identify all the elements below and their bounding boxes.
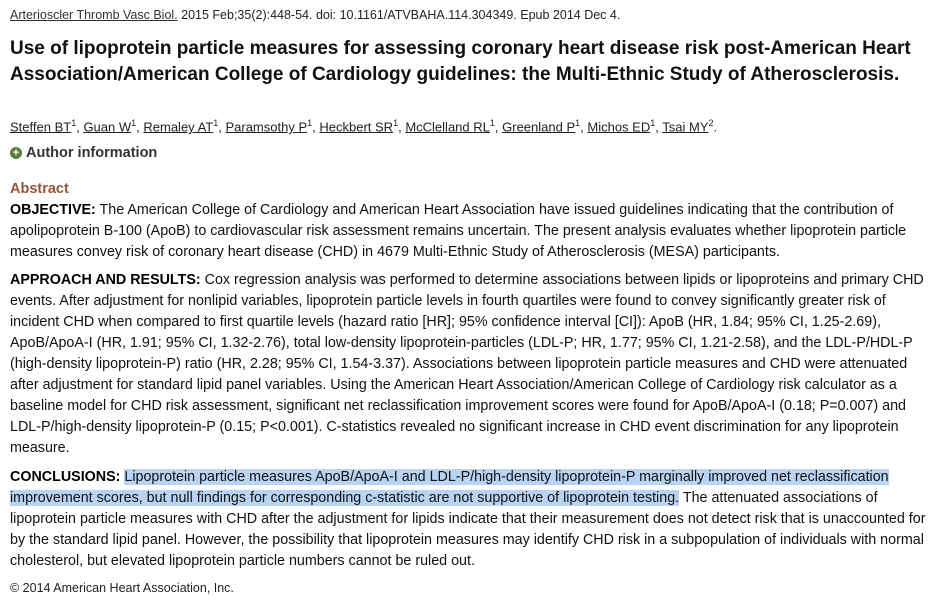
author-link[interactable]: Guan W	[83, 119, 132, 135]
conclusions-paragraph	[10, 467, 935, 572]
affiliation-marker: 1	[131, 118, 137, 128]
citation-details: 2015 Feb;35(2):448-54. doi: 10.1161/ATVBAHA.114.304349. Epub 2014 Dec 4.	[177, 8, 621, 22]
affiliation-marker: 1	[489, 118, 495, 128]
approach-results-text: Cox regression analysis was performed to determine associations between lipids or lipoproteins and primary CHD events. After adjustment for nonlipid variables, lipoprotein particle levels in fourth quartiles were found to convey significantly greater risk of incident CHD when compared to first quartile levels (hazard ratio [HR]; 95% confidence interval [CI]): ApoB (HR, 1.84; 95% CI, 1.25-2.69), ApoB/ApoA-I (HR, 1.91; 95% CI, 1.32-2.76), total low-density lipoprotein-particles (LDL-P; HR, 1.77; 95% CI, 1.21-2.58), and the LDL-P/HDL-P (high-density lipoprotein-P) ratio (HR, 2.28; 95% CI, 1.54-3.37). Associations between lipoprotein particle measures and CHD were attenuated after adjustment for standard lipid panel variables. Using the American Heart Association/American College of Cardiology risk calculator as a baseline model for CHD risk assessment, significant net reclassification improvement scores were found for ApoB/ApoA-I (0.18; P=0.007) and LDL-P/high-density lipoprotein-P (0.15; P<0.001). C-statistics revealed no significant increase in CHD event discrimination for any lipoprotein measure.	[10, 272, 924, 456]
affiliation-marker: 1	[650, 118, 656, 128]
author-link[interactable]: McClelland RL	[405, 119, 490, 135]
affiliation-marker: 2	[708, 118, 714, 128]
author-list: Steffen $BT^1$, Guan $W^1$, Remaley $AT^1$, Paramsothy $P^1$, Heckbert $SR^1$, McClelland $RL^1$, Greenland $P^1$, Michos $ED^1$, Tsai $MY^2$.	[10, 118, 718, 135]
objective-label: OBJECTIVE:	[10, 202, 96, 218]
affiliation-marker: 1	[575, 118, 581, 128]
author-link[interactable]: Remaley AT	[143, 119, 214, 135]
approach-results-paragraph	[10, 270, 935, 459]
author-link[interactable]: Greenland P	[502, 119, 576, 135]
affiliation-marker: 1	[71, 118, 77, 128]
affiliation-marker: 1	[307, 118, 313, 128]
journal-link[interactable]: Arterioscler Thromb Vasc Biol.	[10, 8, 178, 22]
conclusions-text: The attenuated associations of lipoprotein particle measures with CHD after the adjustment for lipids indicate that their measurement does not detect risk that is unaccounted for by the standard lipid panel. However, the possibility that lipoprotein measures may identify CHD risk in a subpopulation of individuals with normal cholesterol, but elevated lipoprotein particle numbers cannot be ruled out.	[10, 490, 926, 569]
conclusions-label: CONCLUSIONS:	[10, 469, 121, 485]
copyright-notice: © 2014 American Heart Association, Inc.	[10, 581, 234, 595]
article-title: Use of lipoprotein particle measures for assessing coronary heart disease risk post-American Heart Association/American College of Cardiology guidelines: the Multi-Ethnic Study of Atherosclerosis.	[10, 38, 911, 85]
author-link[interactable]: Tsai MY	[662, 119, 709, 135]
plus-icon: +	[10, 147, 22, 159]
author-information-label: Author information	[26, 145, 158, 161]
objective-paragraph	[10, 200, 935, 263]
citation-line	[10, 8, 620, 22]
author-link[interactable]: Paramsothy P	[225, 119, 308, 135]
author-link[interactable]: Michos ED	[587, 119, 651, 135]
objective-text: The American College of Cardiology and American Heart Association have issued guidelines indicating that the contribution of apolipoprotein B-100 (ApoB) to cardiovascular risk assessment remains uncertain. The present analysis evaluates whether lipoprotein particle measures convey risk of coronary heart disease (CHD) in 4679 Multi-Ethnic Study of Atherosclerosis (MESA) participants.	[10, 202, 907, 260]
highlighted-selection: Lipoprotein particle measures ApoB/ApoA-I and LDL-P/high-density lipoprotein-P marginally improved net reclassification improvement scores, but null findings for corresponding c-statistic are not supportive of lipoprotein testing.	[10, 469, 889, 506]
author-information-toggle[interactable]	[10, 145, 157, 161]
affiliation-marker: 1	[213, 118, 219, 128]
author-link[interactable]: Steffen BT	[10, 119, 72, 135]
author-link[interactable]: Heckbert SR	[319, 119, 394, 135]
abstract-heading: Abstract	[10, 181, 69, 197]
approach-results-label: APPROACH AND RESULTS:	[10, 272, 201, 288]
affiliation-marker: 1	[393, 118, 399, 128]
